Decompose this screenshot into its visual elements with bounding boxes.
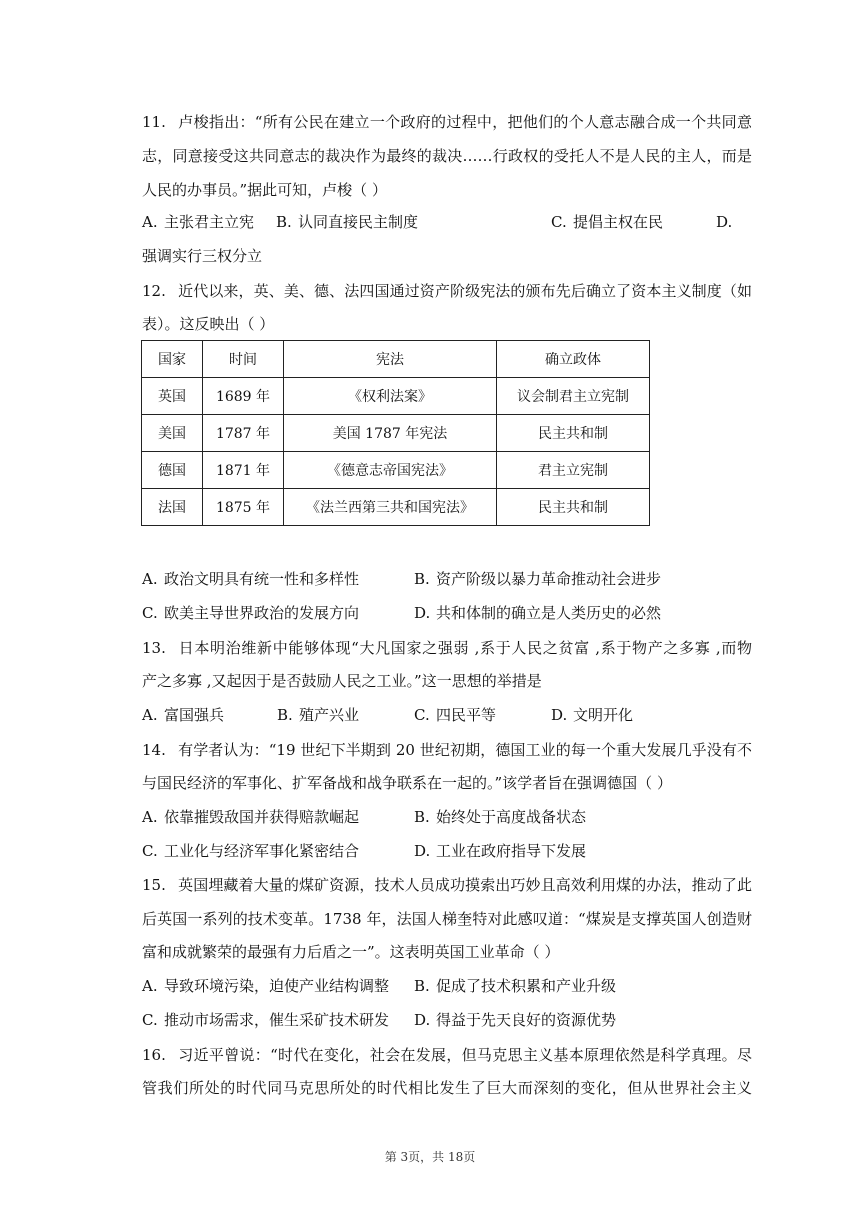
q11-option-d-letter[interactable]: D. <box>716 213 733 231</box>
table-cell: 《德意志帝国宪法》 <box>284 452 497 489</box>
q12-line-1: 12. 近代以来，英、美、德、法四国通过资产阶级宪法的颁布先后确立了资本主义制度（如 <box>142 282 752 300</box>
q15-line-2: 后英国一系列的技术变革。1738 年，法国人梯奎特对此感叹道：“煤炭是支撑英国人创造财 <box>142 910 752 928</box>
q14-option-a[interactable]: A. 依靠摧毁敌国并获得赔款崛起 <box>142 808 360 826</box>
q15-option-b[interactable]: B. 促成了技术积累和产业升级 <box>414 977 617 995</box>
q15-option-c[interactable]: C. 推动市场需求，催生采矿技术研发 <box>142 1011 390 1029</box>
table-row <box>142 452 650 489</box>
table-header-cell: 时间 <box>203 341 284 378</box>
table-cell: 法国 <box>142 489 203 526</box>
q15-option-a[interactable]: A. 导致环境污染，迫使产业结构调整 <box>142 977 390 995</box>
q14-line-2: 与国民经济的军事化、扩军备战和战争联系在一起的。”该学者旨在强调德国（ ） <box>142 774 672 792</box>
q15-option-d[interactable]: D. 得益于先天良好的资源优势 <box>414 1011 617 1029</box>
table-cell: 议会制君主立宪制 <box>497 378 650 415</box>
q14-line-1: 14. 有学者认为：“19 世纪下半期到 20 世纪初期，德国工业的每一个重大发展几乎没有不 <box>142 741 752 759</box>
table-cell: 美国 1787 年宪法 <box>284 415 497 452</box>
table-cell: 英国 <box>142 378 203 415</box>
table-header-cell: 宪法 <box>284 341 497 378</box>
table-cell: 美国 <box>142 415 203 452</box>
q14-number: 14. <box>142 741 166 759</box>
table-header-cell: 国家 <box>142 341 203 378</box>
q16-number: 16. <box>142 1046 166 1064</box>
q12-option-d[interactable]: D. 共和体制的确立是人类历史的必然 <box>414 604 662 622</box>
table-cell: 德国 <box>142 452 203 489</box>
q16-line-1: 16. 习近平曾说：“时代在变化，社会在发展，但马克思主义基本原理依然是科学真理。尽 <box>142 1046 752 1064</box>
q12-option-a[interactable]: A. 政治文明具有统一性和多样性 <box>142 570 360 588</box>
q16-line-2: 管我们所处的时代同马克思所处的时代相比发生了巨大而深刻的变化，但从世界社会主义 <box>142 1079 752 1097</box>
table-cell: 《法兰西第三共和国宪法》 <box>284 489 497 526</box>
q12-option-c[interactable]: C. 欧美主导世界政治的发展方向 <box>142 604 360 622</box>
q14-option-c[interactable]: C. 工业化与经济军事化紧密结合 <box>142 842 360 860</box>
q11-option-b[interactable]: B. 认同直接民主制度 <box>276 213 419 231</box>
table-cell: 民主共和制 <box>497 489 650 526</box>
table-cell: 1871 年 <box>203 452 284 489</box>
table-cell: 民主共和制 <box>497 415 650 452</box>
q11-line-2: 志，同意接受这共同意志的裁决作为最终的裁决……行政权的受托人不是人民的主人，而是 <box>142 147 752 165</box>
q13-option-c[interactable]: C. 四民平等 <box>414 706 497 724</box>
table-cell: 1875 年 <box>203 489 284 526</box>
q12-option-b[interactable]: B. 资产阶级以暴力革命推动社会进步 <box>414 570 662 588</box>
q11-number: 11. <box>142 113 166 131</box>
q11-option-d-text[interactable]: 强调实行三权分立 <box>142 247 263 265</box>
q13-line-2: 产之多寡 ,又起因于是否鼓励人民之工业。”这一思想的举措是 <box>142 672 542 690</box>
table-row <box>142 378 650 415</box>
table-cell: 1787 年 <box>203 415 284 452</box>
q11-line-3: 人民的办事员。”据此可知，卢梭（ ） <box>142 181 387 199</box>
constitution-table <box>141 340 650 526</box>
page-footer: 第 3页，共 18页 <box>384 1150 476 1164</box>
q11-option-a[interactable]: A. 主张君主立宪 <box>142 213 255 231</box>
table-header-cell: 确立政体 <box>497 341 650 378</box>
q15-line-1: 15. 英国埋藏着大量的煤矿资源，技术人员成功摸索出巧妙且高效利用煤的办法，推动了此 <box>142 876 752 894</box>
q13-option-b[interactable]: B. 殖产兴业 <box>277 706 360 724</box>
q11-option-c[interactable]: C. 提倡主权在民 <box>551 213 664 231</box>
q13-number: 13. <box>142 639 166 657</box>
q12-number: 12. <box>142 282 166 300</box>
q13-line-1: 13. 日本明治维新中能够体现“大凡国家之强弱 ,系于人民之贫富 ,系于物产之多寡 ,而物 <box>142 639 752 657</box>
table-cell: 1689 年 <box>203 378 284 415</box>
q12-line-2: 表）。这反映出（ ） <box>142 315 275 333</box>
q14-option-b[interactable]: B. 始终处于高度战备状态 <box>414 808 587 826</box>
table-cell: 《权利法案》 <box>284 378 497 415</box>
table-header-row <box>142 341 650 378</box>
q11-line-1: 11. 卢梭指出：“所有公民在建立一个政府的过程中，把他们的个人意志融合成一个共同意 <box>142 113 752 131</box>
q13-option-a[interactable]: A. 富国强兵 <box>142 706 225 724</box>
q15-number: 15. <box>142 876 166 894</box>
table-cell: 君主立宪制 <box>497 452 650 489</box>
table-row <box>142 415 650 452</box>
q14-option-d[interactable]: D. 工业在政府指导下发展 <box>414 842 587 860</box>
q13-option-d[interactable]: D. 文明开化 <box>551 706 634 724</box>
q15-line-3: 富和成就繁荣的最强有力后盾之一”。这表明英国工业革命（ ） <box>142 943 560 961</box>
table-row <box>142 489 650 526</box>
